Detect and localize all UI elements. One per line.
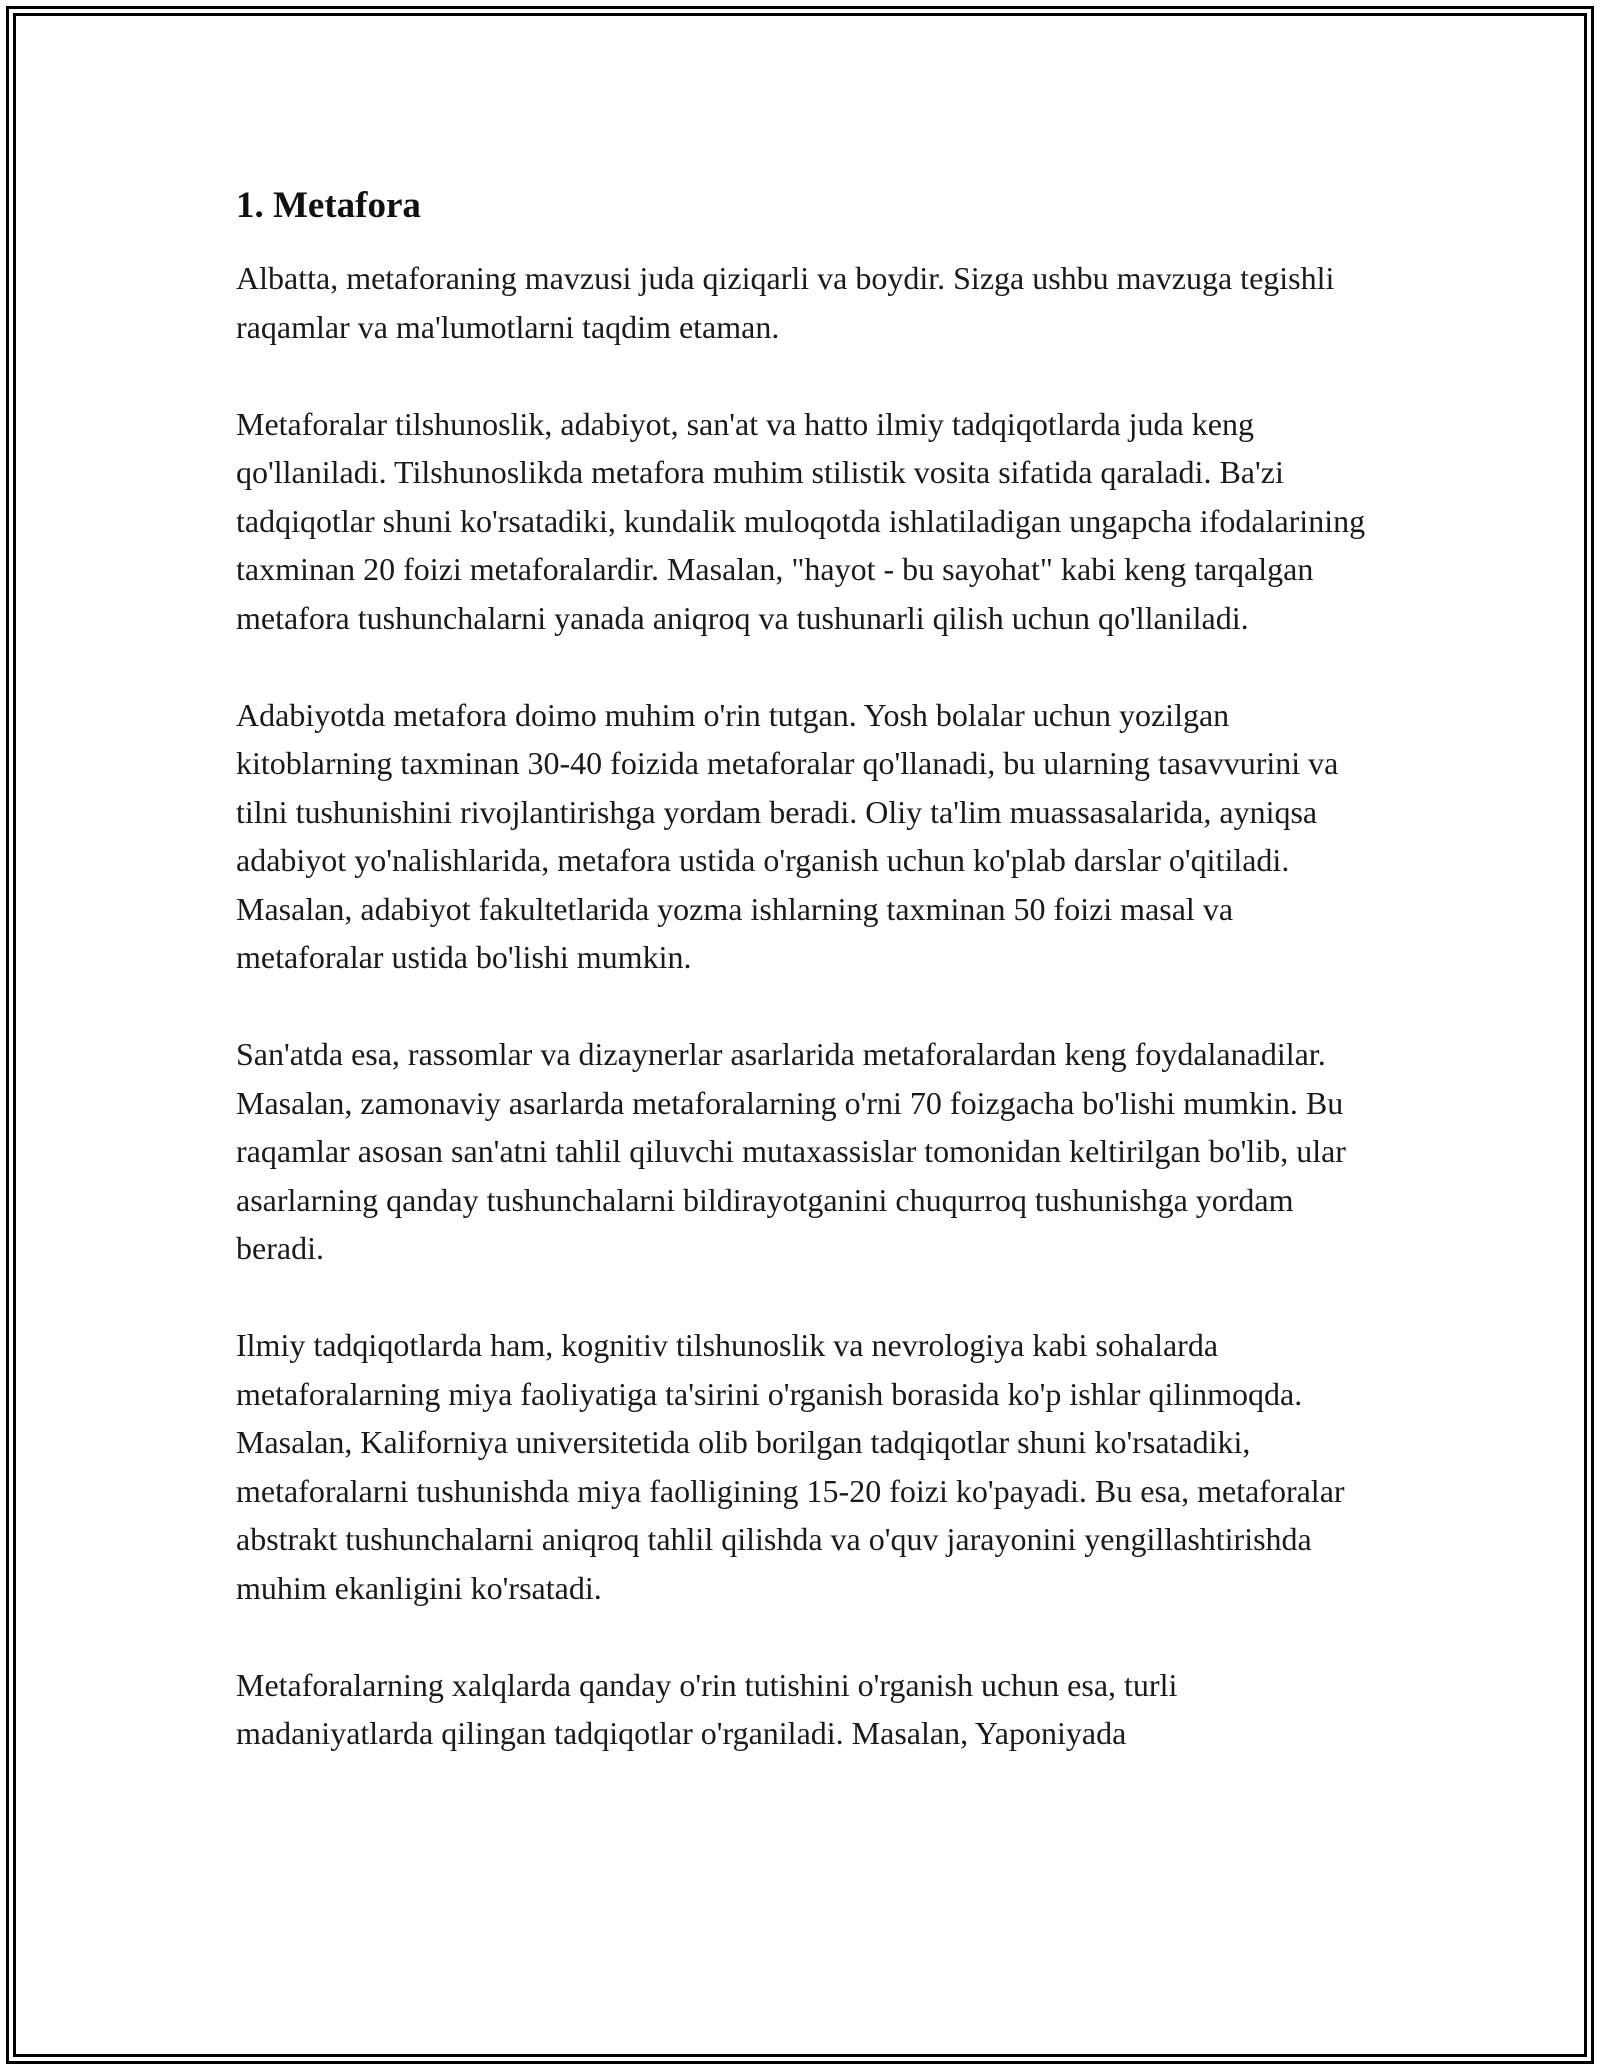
paragraph-intro: Albatta, metaforaning mavzusi juda qiziqarli va boydir. Sizga ushbu mavzuga tegishli raqamlar va ma'lumotlarni taqdim etaman. — [236, 260, 1335, 345]
section-heading: 1. Metafora — [236, 185, 421, 226]
paragraph-linguistics: Metaforalar tilshunoslik, adabiyot, san'at va hatto ilmiy tadqiqotlarda juda keng qo'llaniladi. Tilshunoslikda metafora muhim stilistik vosita sifatida qaraladi. Ba'zi tadqiqotlar shuni ko'rsatadiki, kundalik muloqotda ishlatiladigan ungapcha ifodalarining taxminan 20 foizi metaforalardir. Masalan, "hayot - bu sayohat" kabi keng tarqalgan metafora tushunchalarni yanada aniqroq va tushunarli qilish uchun qo'llaniladi. — [236, 405, 1366, 636]
paragraph-literature: Adabiyotda metafora doimo muhim o'rin tutgan. Yosh bolalar uchun yozilgan kitoblarning taxminan 30-40 foizida metaforalar qo'llanadi, bu ularning tasavvurini va tilni tushunishini rivojlantirishga yordam beradi. Oliy ta'lim muassasalarida, ayniqsa adabiyot yo'nalishlarida, metafora ustida o'rganish uchun ko'plab darslar o'qitiladi. Masalan, adabiyot fakultetlarida yozma ishlarning taxminan 50 foizi masal va metaforalar ustida bo'lishi mumkin. — [236, 696, 1339, 975]
paragraph-cultures: Metaforalarning xalqlarda qanday o'rin tutishini o'rganish uchun esa, turli madaniyatlarda qilingan tadqiqotlar o'rganiladi. Masalan, Yaponiyada — [236, 1666, 1178, 1751]
document-body — [236, 184, 1376, 1758]
paragraph-art: San'atda esa, rassomlar va dizaynerlar asarlarida metaforalardan keng foydalanadilar. Masalan, zamonaviy asarlarda metaforalarning o'rni 70 foizgacha bo'lishi mumkin. Bu raqamlar asosan san'atni tahlil qiluvchi mutaxassislar tomonidan keltirilgan bo'lib, ular asarlarning qanday tushunchalarni bildirayotganini chuqurroq tushunishga yordam beradi. — [236, 1036, 1346, 1266]
paragraph-science: Ilmiy tadqiqotlarda ham, kognitiv tilshunoslik va nevrologiya kabi sohalarda metaforalarning miya faoliyatiga ta'sirini o'rganish borasida ko'p ishlar qilinmoqda. Masalan, Kaliforniya universitetida olib borilgan tadqiqotlar shuni ko'rsatadiki, metaforalarni tushunishda miya faolligining 15-20 foizi ko'payadi. Bu esa, metaforalar abstrakt tushunchalarni aniqroq tahlil qilishda va o'quv jarayonini yengillashtirishda muhim ekanligini ko'rsatadi. — [236, 1327, 1345, 1606]
